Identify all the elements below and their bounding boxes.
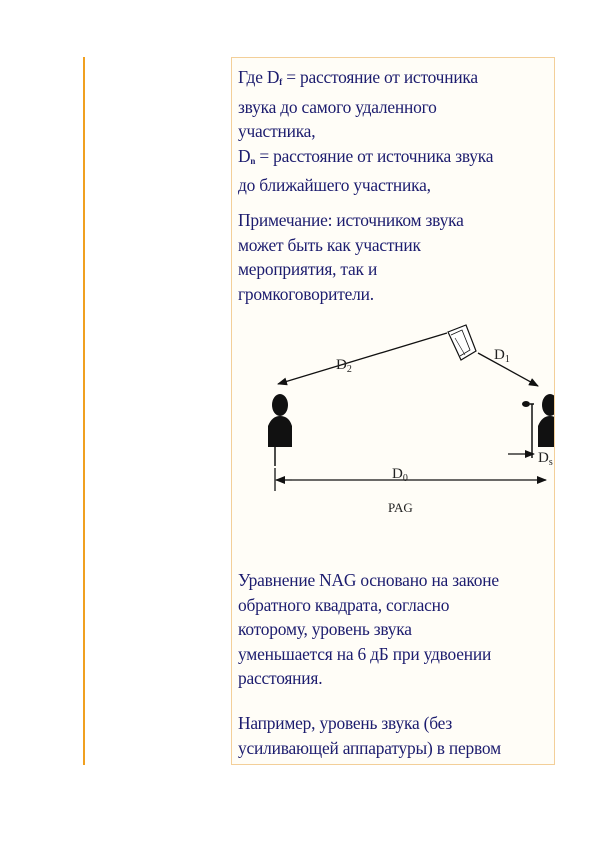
paragraph-line: которому, уровень звука — [238, 619, 412, 640]
definitions-block — [238, 65, 552, 198]
ds-label: $D_s$ — [538, 450, 553, 468]
definition-line: до ближайшего участника, — [238, 175, 431, 196]
paragraph-nag — [238, 568, 552, 691]
d2-label: $D_2$ — [336, 357, 352, 375]
definition-line: звука до самого удаленного — [238, 96, 437, 117]
microphone-icon — [522, 401, 534, 458]
note-block — [238, 208, 552, 306]
definition-near: $D_n$ = расстояние от источника звука — [238, 145, 494, 166]
paragraph-line: обратного квадрата, согласно — [238, 594, 450, 615]
definition-far: Где $D_f$ = расстояние от источника — [238, 67, 478, 87]
note-line: громкоговорители. — [238, 283, 374, 304]
loudspeaker-icon — [448, 325, 476, 360]
note-line: может быть как участник — [238, 234, 421, 255]
diagram-caption: PAG — [388, 500, 413, 515]
note-line: мероприятия, так и — [238, 259, 378, 280]
definition-line: участника, — [238, 121, 316, 142]
paragraph-line: Уравнение NAG основано на законе — [238, 570, 499, 590]
paragraph-example — [238, 711, 552, 760]
paragraph-line: уменьшается на 6 дБ при удвоении — [238, 643, 492, 664]
far-listener-icon — [268, 394, 292, 466]
d0-label: $D_0$ — [392, 466, 408, 484]
paragraph-line: расстояния. — [238, 668, 323, 689]
note-line: Примечание: источником звука — [238, 210, 464, 230]
d1-label: $D_1$ — [494, 347, 510, 365]
paragraph-line: усиливающей аппаратуры) в первом — [238, 737, 501, 758]
talker-icon — [538, 394, 554, 447]
paragraph-line: Например, уровень звука (без — [238, 713, 453, 733]
left-margin-rule — [83, 57, 85, 765]
pag-diagram — [232, 313, 554, 523]
d2-arrow — [278, 333, 447, 384]
content-panel — [231, 57, 555, 765]
